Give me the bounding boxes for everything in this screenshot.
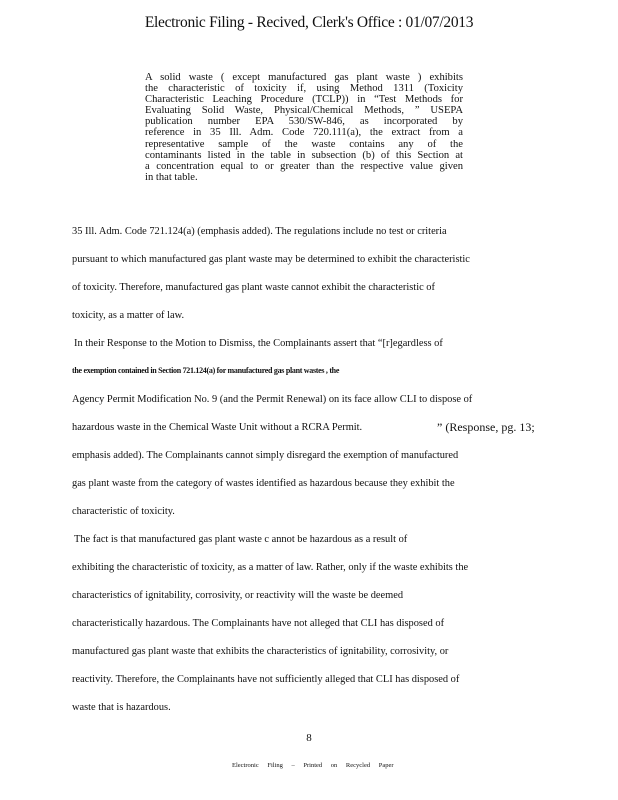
paragraph-line: characteristic of toxicity.: [72, 506, 175, 517]
block-quote-line: reference in 35 Ill. Adm. Code 720.111(a), the extract from a: [145, 127, 463, 139]
block-quote-line: publication number EPA 530/SW-846, as incorporated by: [145, 116, 463, 128]
paragraph-line: The fact is that manufactured gas plant waste c annot be hazardous as a result of: [74, 534, 408, 545]
paragraph-line: emphasis added). The Complainants cannot simply disregard the exemption of manufactured: [72, 450, 459, 461]
paragraph-line: exhibiting the characteristic of toxicity, as a matter of law. Rather, only if the waste exhibits the: [72, 562, 469, 573]
paragraph-line: characteristics of ignitability, corrosivity, or reactivity will the waste be deemed: [72, 590, 404, 601]
paragraph-line: toxicity, as a matter of law.: [72, 310, 185, 321]
block-quote-line: Characteristic Leaching Procedure (TCLP)) in “Test Methods for: [145, 94, 463, 106]
response-citation: ” (Response, pg. 13;: [437, 420, 535, 434]
block-quote-line: contaminants listed in the table in subsection (b) of this Section at: [145, 149, 463, 161]
page-number: 8: [306, 732, 312, 744]
block-quote-line: A solid waste ( except manufactured gas plant waste ) exhibits: [145, 72, 463, 83]
footer-text: Electronic Filing – Printed on Recycled Paper: [232, 762, 394, 769]
block-quote-line: representative sample of the waste contains any of the: [145, 138, 463, 150]
paragraph-line: waste that is hazardous.: [72, 702, 171, 713]
paragraph-line: manufactured gas plant waste that exhibits the characteristics of ignitability, corrosivity, or: [72, 646, 449, 657]
block-quote-line: in that table.: [145, 171, 198, 183]
block-quote-line: a concentration equal to or greater than the respective value given: [145, 160, 463, 172]
block-quote-line: the characteristic of toxicity if, using Method 1311 (Toxicity: [145, 83, 463, 95]
paragraph-line: characteristically hazardous. The Complainants have not alleged that CLI has disposed of: [72, 618, 445, 629]
paragraph-line: the exemption contained in Section 721.124(a) for manufactured gas plant wastes , the: [72, 366, 340, 375]
paragraph-line: Agency Permit Modification No. 9 (and the Permit Renewal) on its face allow CLI to dispose of: [72, 394, 473, 405]
paragraph-line: reactivity. Therefore, the Complainants have not sufficiently alleged that CLI has disposed of: [72, 674, 460, 685]
paragraph-line: of toxicity. Therefore, manufactured gas plant waste cannot exhibit the characteristic of: [72, 282, 435, 293]
filing-header: Electronic Filing - Recived, Clerk's Office : 01/07/2013: [144, 14, 474, 31]
block-quote-line: Evaluating Solid Waste, Physical/Chemical Methods, ” USEPA: [145, 105, 463, 117]
paragraph-line: gas plant waste from the category of wastes identified as hazardous because they exhibit the: [72, 478, 455, 489]
paragraph-line: 35 Ill. Adm. Code 721.124(a) (emphasis added). The regulations include no test or criteria: [72, 226, 447, 237]
block-quote: [145, 72, 463, 183]
paragraph-line: hazardous waste in the Chemical Waste Unit without a RCRA Permit.: [72, 422, 363, 433]
paragraph-line: pursuant to which manufactured gas plant waste may be determined to exhibit the characteristic: [72, 254, 470, 265]
paragraph-line: In their Response to the Motion to Dismiss, the Complainants assert that “[r]egardless of: [74, 338, 443, 349]
